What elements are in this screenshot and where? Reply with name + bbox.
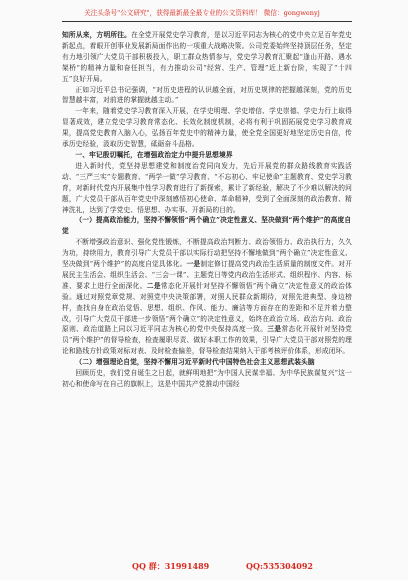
text-run: 进入新时代，党坚持思想建党和制度治党同向发力，先后开展党的群众路线教育实践活动、“三严三实”专题教育、“两学一做”学习教育、“不忘初心、牢记使命”主题教育、党史学习教育，对新时代党内开展集中性学习教育进行了新探索，累计了新经验，解决了不少难以解决的问题，广大党员干部从百年党史中深刻感悟初心使命、革命精神，受到了全面深刻的政治教育、精神洗礼，达到了学党史、悟思想、办实事、开新局的目的。 [62,161,352,214]
text-run: 正如习近平总书记强调，“对历史进程的认识越全面，对历史规律的把握越深刻，党的历史智慧越丰富，对前进的掌握就越主动。” [62,85,352,105]
text-run: 二是 [146,281,161,290]
text-run: 回顾历史，我们党自诞生之日起，就鲜明地把“为中国人民谋幸福、为中华民族谋复兴”这一初心和使命写在自己的旗帜上，这是中国共产党推动中国经 [62,369,352,388]
body-paragraph [62,161,352,216]
footer-qq-number: QQ:535304092 [246,561,313,571]
text-run: 一、牢记殷切嘱托，在增强政治定力中提升思想境界 [75,150,233,159]
subsection-heading [62,215,352,237]
footer [0,561,408,575]
footer-qq-group: QQ 群：31991489 [132,561,210,571]
text-run: （二）增强理论自觉，坚持不懈用习近平新时代中国特色社会主义思想武装头脑 [75,358,315,367]
text-run: 在全党开展党史学习教育，是以习近平同志为核心的党中央立足百年党史新起点，着眼开创事业发展新局面作出的一项重大战略决策。公司党委始终坚持顶层任务，坚定有力地引领广大党员干部积极投入，职工群众热情参与，党史学习教育汇聚起“逢山开路、遇水架桥”的精神力量和奋任担当，有力推动公司“经营、生产、管理”近上新台阶，实现了“十四五”良好开局。 [62,31,353,83]
promo-banner: 关注头条号"公文研究"，获得最新最全最专业的公文资料库！ 微信：gongwenyj [84,9,320,17]
text-run: 一是 [186,260,201,269]
section-heading [62,150,352,161]
text-run: 常态化开展针对坚持不懈领悟“两个确立”决定性意义的政治体验。通过对照党章党规、对照党中央决策部署，对照人民群众新期待，对照先进典型、身边榜样，查找自身在政治觉悟、思想、组织、作风、能力、廉洁等方面存在的差距和不足并着力整改，引导广大党员干部进一步领悟“两个确立”的决定性意义，始终在政治立场、政治方向、政治原则、政治道路上同以习近平同志为核心的党中央保持高度一致。 [62,281,352,334]
text-run: 三是 [267,325,282,334]
text-run: 制定修订提高党内政治生活质量的制度文件。对开展民主生活会、组织生活会、“三会一课”、主题党日等党内政治生活形式、组织程序、内容、标准、要求上进行全面深化。 [62,260,352,290]
body-paragraph [62,85,352,107]
header-divider [62,21,352,22]
body-paragraph [62,30,352,85]
text-run: 一年来，随着党史学习教育深入开展，在学史明理、学史增信、学史崇德、学史力行上取得显著成效，建立党史学习教育常态化、长效化制度机制，必将有利于巩固拓展党史学习教育成果，提高党史教育入脑入心，弘扬百年党史中的精神力量，使全党全国更好地坚定历史自信，传承历史经验，汲取历史智慧，砥砺奋斗品格。 [62,107,352,149]
text-run: 常态化开展针对坚持党员“两个维护”的督导检查，检查履职尽责、做好本职工作的效果，引导广大党员干部对照党的理论和路线方针政策对标对表、及时检查偏差，督导检查结果纳入干部考核评价体系，形成闭环。 [62,325,352,356]
text-run: 不断增强政治意识、强化党性锻炼，不断提高政治判断力、政治领悟力、政治执行力，久久为功，持续用力，教育引导广大党员干部以实际行动把坚持不懈地做到“两个确立”决定性意义、坚决做到“两个维护”的高度自觉具体化。 [62,238,352,269]
subsection-heading [62,357,352,368]
document-body [62,30,352,390]
body-paragraph [62,368,352,390]
text-run: 知所从来，方明所往。 [62,31,132,39]
text-run: （一）提高政治能力，坚持不懈领悟“两个确立”决定性意义、坚决做到“两个维护”的高度自觉 [62,216,352,236]
body-paragraph [62,237,352,357]
body-paragraph [62,106,352,150]
